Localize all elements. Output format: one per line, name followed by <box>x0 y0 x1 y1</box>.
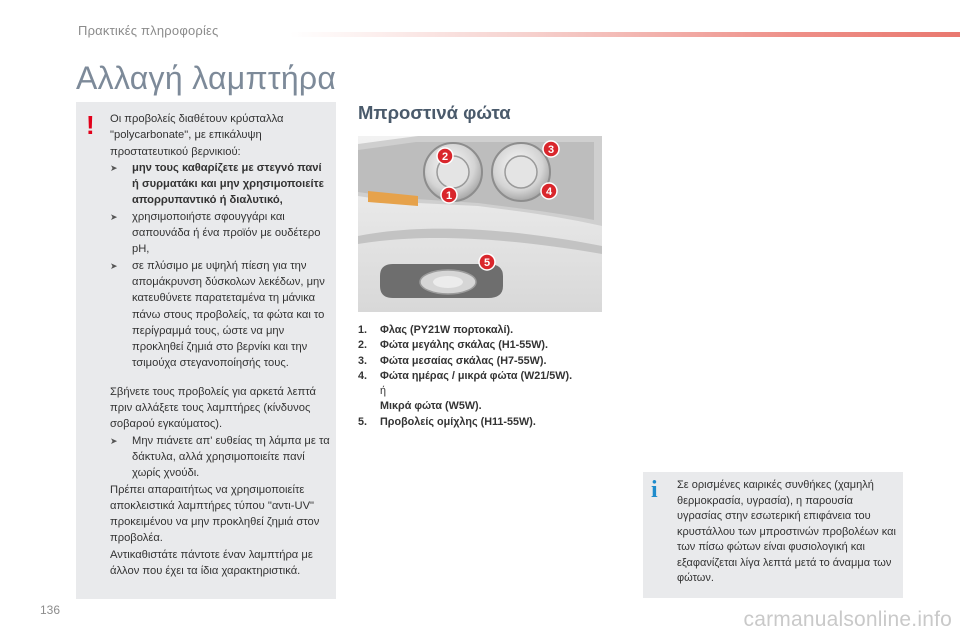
callout-1 <box>441 187 457 203</box>
bulb-list <box>358 323 628 430</box>
or-label: ή <box>380 385 387 398</box>
page-number: 136 <box>40 603 61 617</box>
car-front-illustration <box>358 136 602 312</box>
info-icon: i <box>651 477 658 503</box>
callout-number: 3 <box>547 144 555 156</box>
warning-icon: ! <box>86 110 95 140</box>
bulb-list-item: 4. Φώτα ημέρας / μικρά φώτα (W21/5W). ή Μικρά φώτα (W5W). <box>358 369 573 413</box>
warning-bullet <box>110 209 330 258</box>
bulb-list-item: 3. Φώτα μεσαίας σκάλας (H7-55W). <box>358 354 547 367</box>
callout-5 <box>479 254 495 270</box>
page-title: Αλλαγή λαμπτήρα <box>76 60 337 96</box>
warning-bullet-text: Μην πιάνετε απ' ευθείας τη λάμπα με τα δάκτυλα, αλλά χρησιμοποιείτε πανί χωρίς χνούδι. <box>132 434 330 480</box>
bulb-list-item: 2. Φώτα μεγάλης σκάλας (H1-55W). <box>358 339 549 352</box>
callout-number: 4 <box>545 186 553 198</box>
arrow-bullet-icon: ➤ <box>110 211 118 222</box>
warning-text <box>110 111 330 579</box>
front-lights-title: Μπροστινά φώτα <box>358 102 511 123</box>
warning-bullet-text: χρησιμοποιήστε σφουγγάρι και σαπουνάδα ή ένα προϊόν με ουδέτερο pH, <box>132 210 321 256</box>
callout-4 <box>541 183 557 199</box>
arrow-bullet-icon: ➤ <box>110 260 118 271</box>
watermark: carmanualsonline.info <box>743 608 952 631</box>
warning-bullet <box>110 258 330 372</box>
arrow-bullet-icon: ➤ <box>110 435 118 446</box>
bulb-list-item: 1. Φλας (PY21W πορτοκαλί). <box>358 324 514 336</box>
warning-paragraph: Αντικαθιστάτε πάντοτε έναν λαμπτήρα με άλλον που έχει τα ίδια χαρακτηριστικά. <box>110 548 313 578</box>
section-label: Πρακτικές πληροφορίες <box>78 23 219 38</box>
alt-bulb: Μικρά φώτα (W5W). <box>380 400 482 413</box>
warning-bullet-text: σε πλύσιμο με υψηλή πίεση για την απομάκρυνση δύσκολων λεκέδων, μην κατευθύνετε παρατεταμένα τη μάνικα πάνω στους προβολείς, τα φώτα και το περίγραμμά τους, ώστε να μην προκληθεί ζημιά στο βερνίκι και την τσιμούχα στεγανοποίησής τους. <box>132 259 325 370</box>
callout-number: 5 <box>483 257 491 269</box>
warning-bullet-text: μην τους καθαρίζετε με στεγνό πανί ή συρματάκι και μην χρησιμοποιείτε απορρυπαντικό ή διαλυτικό, <box>132 161 324 207</box>
callout-2 <box>437 148 453 164</box>
callout-number: 2 <box>441 151 449 163</box>
warning-bullet <box>110 433 330 482</box>
callout-3 <box>543 141 559 157</box>
arrow-bullet-icon: ➤ <box>110 162 118 173</box>
bulb-list-item: 5. Προβολείς ομίχλης (H11-55W). <box>358 415 536 428</box>
info-text: Σε ορισμένες καιρικές συνθήκες (χαμηλή θερμοκρασία, υγρασία), η παρουσία υγρασίας στην εσωτερική επιφάνεια του κρυστάλλου των μπροστινών προβολέων και των πίσω φώτων είναι φυσιολογική και εξαφανίζεται λίγα λεπτά μετά το άναμμα των φώτων. <box>677 479 896 584</box>
warning-bullet <box>110 160 330 209</box>
warning-paragraph: Σβήνετε τους προβολείς για αρκετά λεπτά πριν αλλάξετε τους λαμπτήρες (κίνδυνος σοβαρού εγκαύματος). <box>110 385 317 431</box>
header-accent-line <box>290 32 960 37</box>
warning-intro: Οι προβολείς διαθέτουν κρύσταλλα "polycarbonate", με επικάλυψη προστατευτικού βερνικιού: <box>110 113 284 158</box>
callout-number: 1 <box>445 190 453 202</box>
warning-paragraph: Πρέπει απαραιτήτως να χρησιμοποιείτε αποκλειστικά λαμπτήρες τύπου "αντι-UV" προκειμένου να μην προκληθεί ζημιά στον προβολέα. <box>110 483 320 545</box>
